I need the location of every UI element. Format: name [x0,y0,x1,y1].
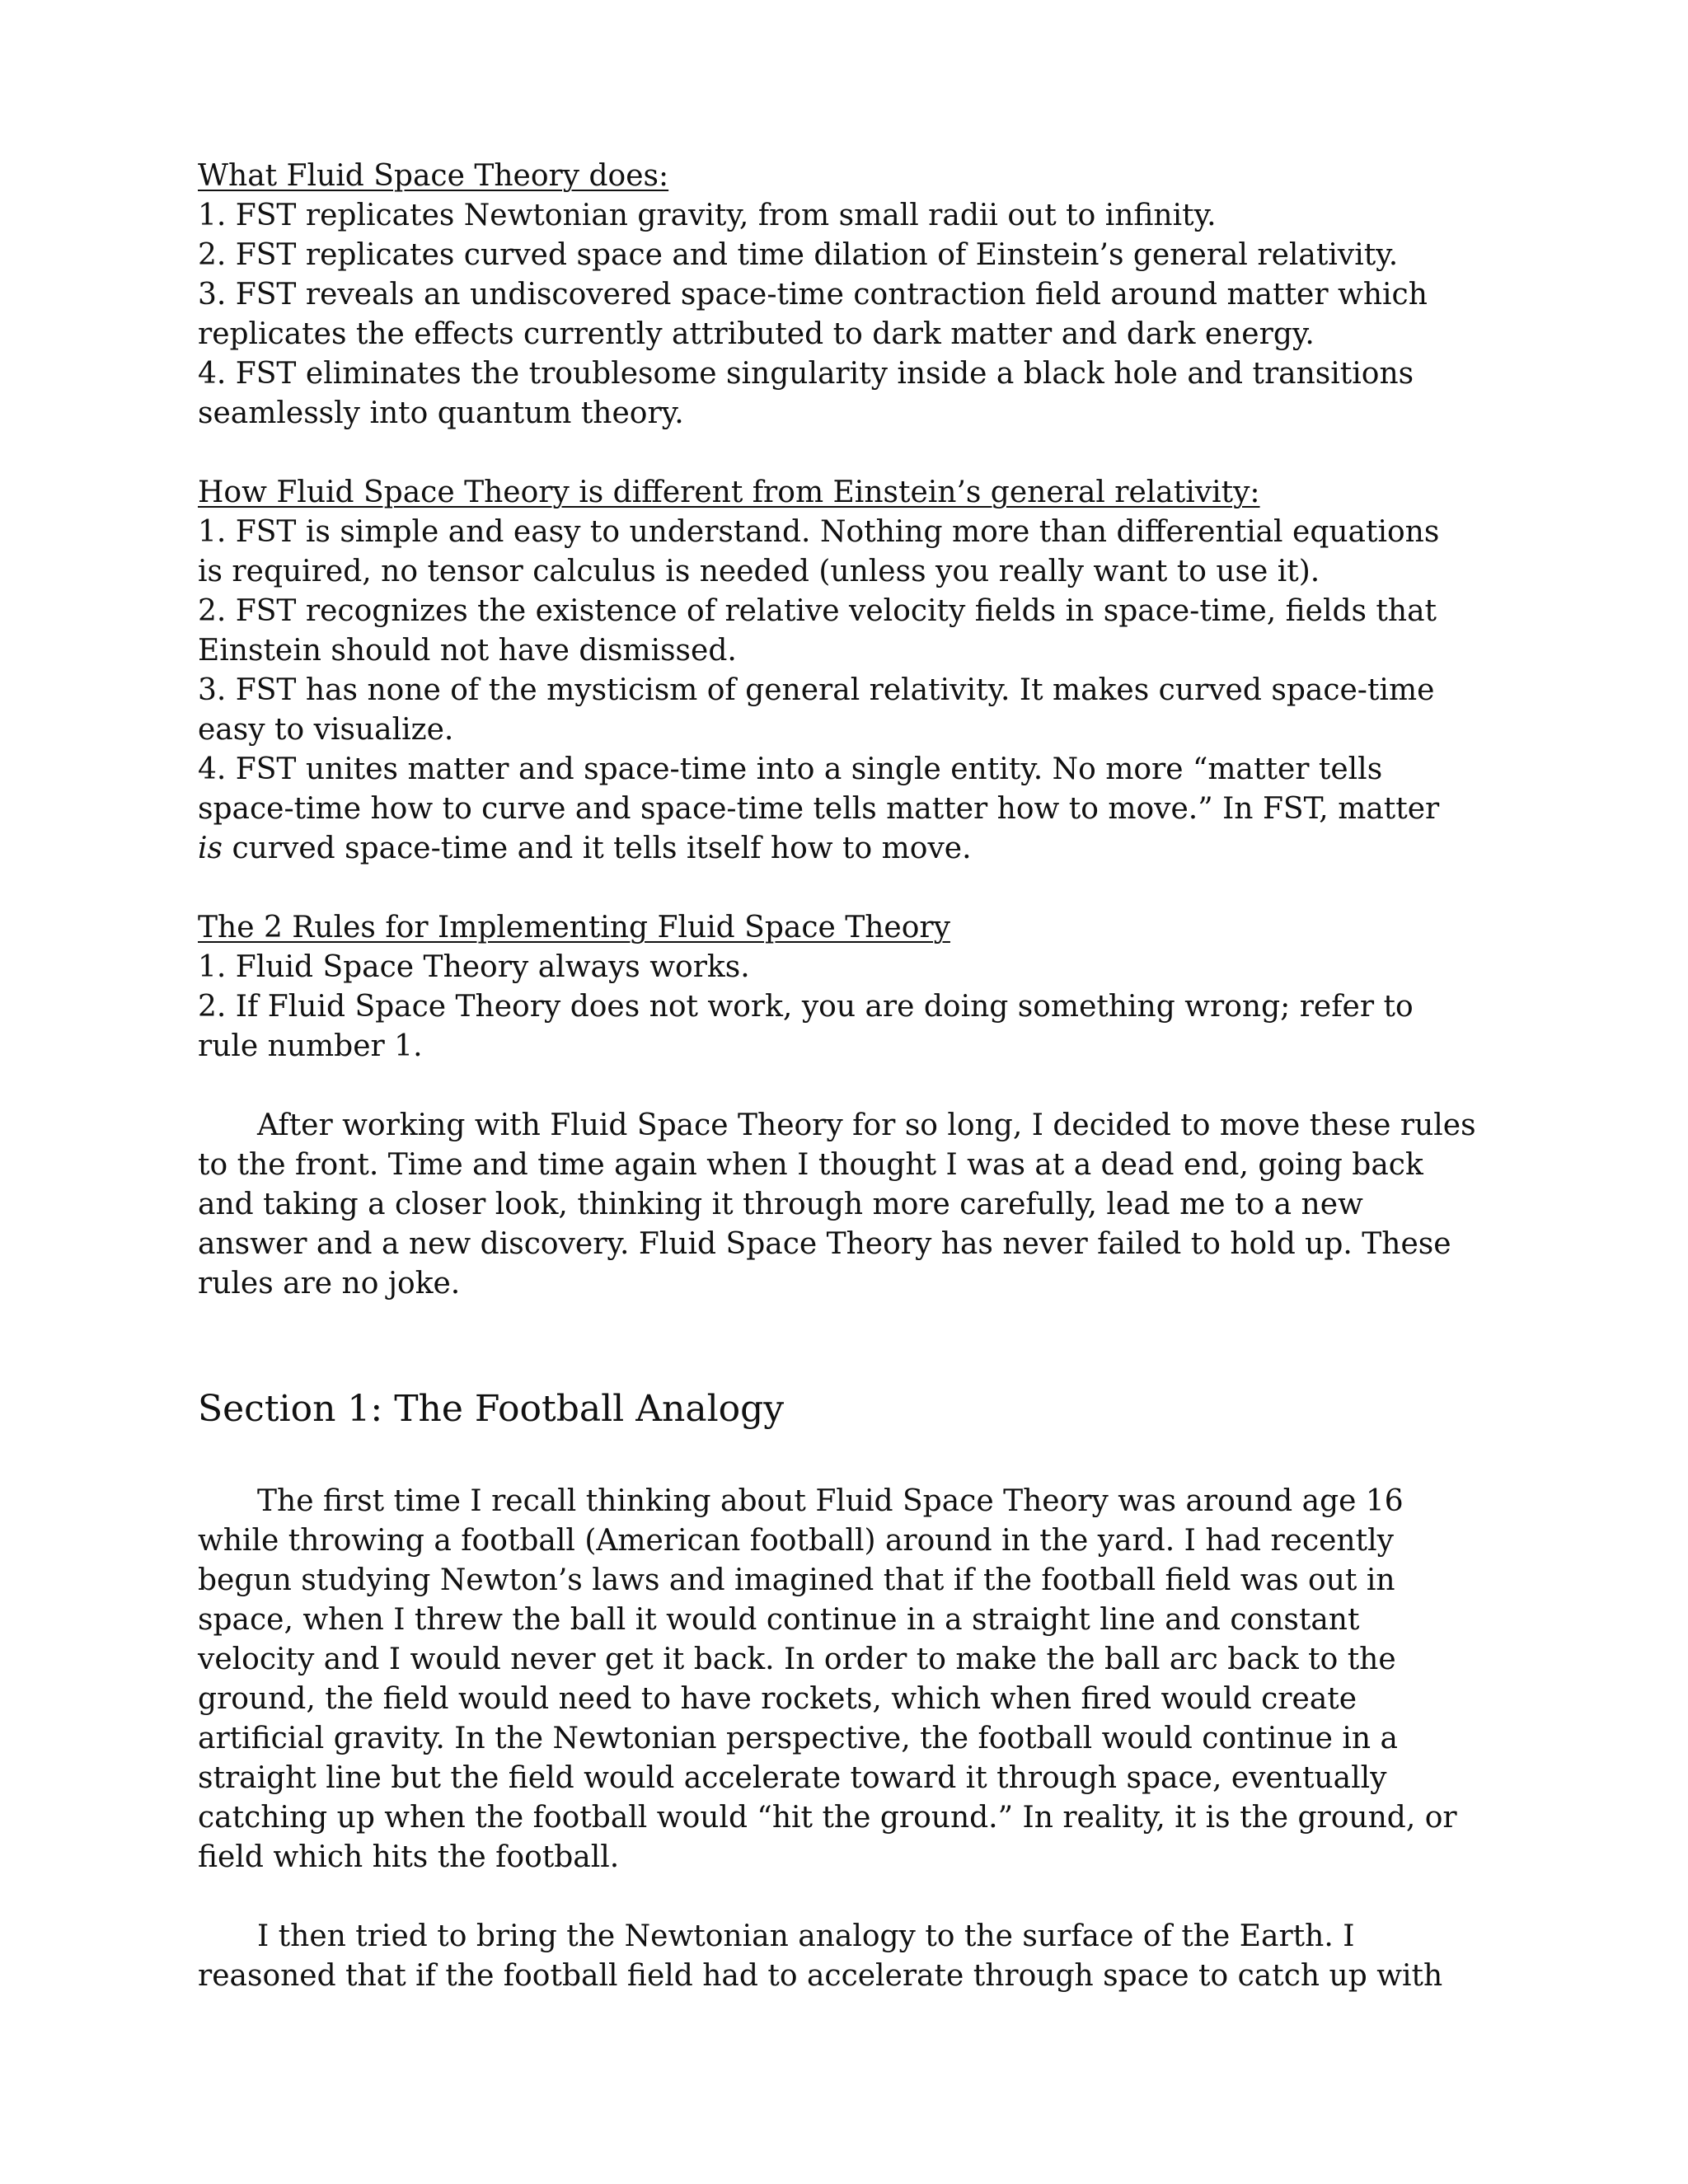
what-fst-does-line: 1. FST replicates Newtonian gravity, from small radii out to infinity. [198,199,1217,232]
section-1-paragraph-line: straight line but the field would accelerate toward it through space, eventually [198,1761,1387,1795]
what-fst-does-line: 3. FST reveals an undiscovered space-time contraction field around matter which [198,278,1428,312]
rules-line: 1. Fluid Space Theory always works. [198,950,750,984]
rules-heading: The 2 Rules for Implementing Fluid Space Theory [198,911,950,944]
rules-paragraph [198,1106,1500,1304]
rules-paragraph-line: and taking a closer look, thinking it through more carefully, lead me to a new [198,1188,1363,1221]
how-fst-differs-line: 1. FST is simple and easy to understand. Nothing more than differential equations [198,515,1440,549]
section-1-paragraph-line: I then tried to bring the Newtonian analogy to the surface of the Earth. I [257,1919,1355,1953]
how-fst-differs-line: easy to visualize. [198,713,454,747]
how-fst-differs-line: Einstein should not have dismissed. [198,634,737,668]
how-fst-differs-line: 2. FST recognizes the existence of relative velocity fields in space-time, fields that [198,594,1437,628]
how-fst-differs-line: 3. FST has none of the mysticism of general relativity. It makes curved space-time [198,673,1435,707]
what-fst-does-line: seamlessly into quantum theory. [198,396,684,430]
rules-line: rule number 1. [198,1029,423,1063]
how-fst-differs-line: 4. FST unites matter and space-time into a single entity. No more “matter tells [198,752,1383,786]
what-fst-does-section [198,157,1500,434]
how-fst-differs-line: is required, no tensor calculus is needed (unless you really want to use it). [198,555,1320,588]
rules-paragraph-line: answer and a new discovery. Fluid Space Theory has never failed to hold up. These [198,1227,1451,1261]
section-1-paragraph-1 [198,1482,1500,1877]
what-fst-does-heading: What Fluid Space Theory does: [198,159,669,193]
section-1-paragraph-line: artificial gravity. In the Newtonian perspective, the football would continue in a [198,1722,1399,1755]
section-1-paragraph-line: catching up when the football would “hit the ground.” In reality, it is the ground, or [198,1801,1457,1835]
rules-paragraph-line: to the front. Time and time again when I thought I was at a dead end, going back [198,1148,1423,1182]
last-line-rest: curved space-time and it tells itself how to move. [223,832,972,865]
section-1-paragraph-line: ground, the field would need to have rockets, which when fired would create [198,1682,1357,1716]
rules-line: 2. If Fluid Space Theory does not work, you are doing something wrong; refer to [198,990,1414,1024]
what-fst-does-line: 2. FST replicates curved space and time dilation of Einstein’s general relativity. [198,238,1399,272]
section-1-paragraph-2 [198,1917,1500,1996]
section-1-paragraph-line: The first time I recall thinking about Fluid Space Theory was around age 16 [257,1484,1404,1518]
rules-paragraph-line: rules are no joke. [198,1267,461,1301]
rules-paragraph-line: After working with Fluid Space Theory for so long, I decided to move these rules [257,1108,1476,1142]
section-1-paragraph-line: reasoned that if the football field had to accelerate through space to catch up with [198,1959,1443,1993]
rules-section [198,908,1500,1066]
emphasis-is: is [198,832,223,865]
section-1-paragraph-line: field which hits the football. [198,1840,620,1874]
what-fst-does-line: replicates the effects currently attributed to dark matter and dark energy. [198,317,1315,351]
section-1-paragraph-line: while throwing a football (American football) around in the yard. I had recently [198,1524,1394,1558]
how-fst-differs-heading: How Fluid Space Theory is different from Einstein’s general relativity: [198,476,1260,509]
section-1-title: Section 1: The Football Analogy [198,1388,785,1430]
how-fst-differs-line: space-time how to curve and space-time tells matter how to move.” In FST, matter [198,792,1440,826]
section-1-paragraph-line: begun studying Newton’s laws and imagined that if the football field was out in [198,1563,1395,1597]
how-fst-differs-last-line [198,829,1500,869]
section-1-paragraph-line: velocity and I would never get it back. In order to make the ball arc back to the [198,1643,1396,1676]
how-fst-differs-section [198,473,1500,869]
section-1-paragraph-line: space, when I threw the ball it would continue in a straight line and constant [198,1603,1360,1637]
document-page [198,157,1500,1996]
what-fst-does-line: 4. FST eliminates the troublesome singularity inside a black hole and transitions [198,357,1414,391]
